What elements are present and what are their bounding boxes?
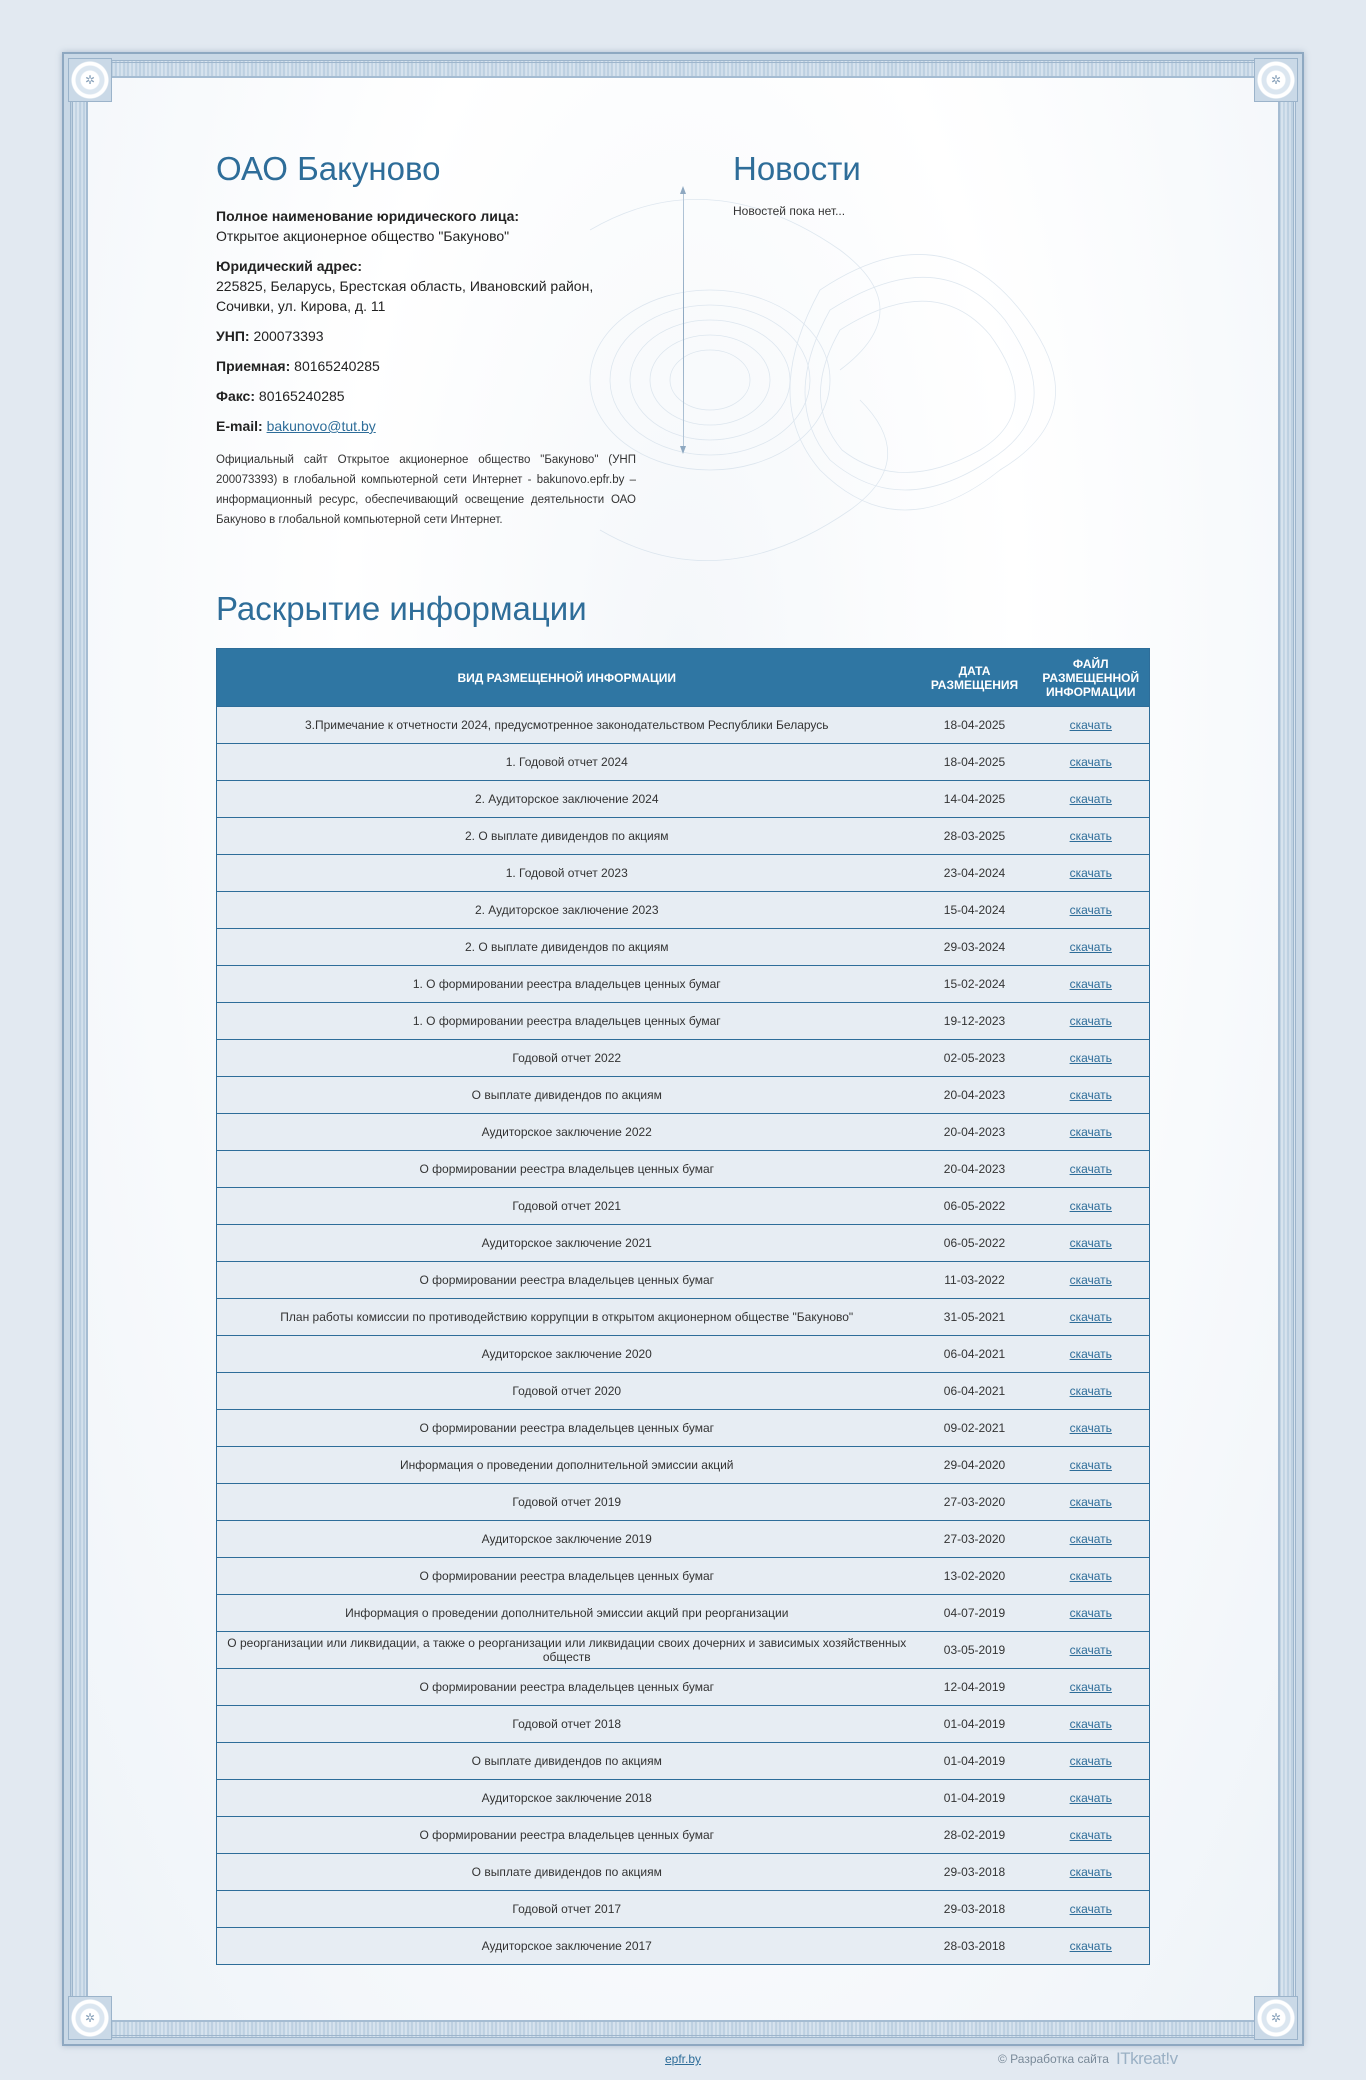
column-header-file: ФАЙЛ РАЗМЕЩЕННОЙ ИНФОРМАЦИИ <box>1033 649 1150 707</box>
document-file-cell <box>1033 1040 1150 1077</box>
document-file-cell <box>1033 1299 1150 1336</box>
document-date: 02-05-2023 <box>917 1040 1033 1077</box>
document-file-cell <box>1033 1077 1150 1114</box>
document-file-cell <box>1033 1595 1150 1632</box>
address-field <box>216 256 636 316</box>
email-field <box>216 416 636 436</box>
document-date: 15-04-2024 <box>917 892 1033 929</box>
document-date: 04-07-2019 <box>917 1595 1033 1632</box>
document-file-cell <box>1033 1114 1150 1151</box>
fullname-label: Полное наименование юридического лица: <box>216 208 520 224</box>
table-header-row <box>217 649 1150 707</box>
table-row <box>217 818 1150 855</box>
document-file-cell <box>1033 1484 1150 1521</box>
download-link[interactable]: скачать <box>1069 718 1112 732</box>
table-row <box>217 1188 1150 1225</box>
footer-site-link[interactable]: epfr.by <box>665 2052 702 2066</box>
document-file-cell <box>1033 1262 1150 1299</box>
table-row <box>217 892 1150 929</box>
address-line1: 225825, Беларусь, Брестская область, Ивановский район, <box>216 278 594 294</box>
document-file-cell <box>1033 966 1150 1003</box>
table-row <box>217 1595 1150 1632</box>
guilloche-background <box>560 170 1100 590</box>
table-row <box>217 1817 1150 1854</box>
developer-logo[interactable]: ITkreat!v <box>1116 2049 1178 2068</box>
download-link[interactable]: скачать <box>1069 1495 1112 1509</box>
document-date: 19-12-2023 <box>917 1003 1033 1040</box>
table-row <box>217 1558 1150 1595</box>
document-file-cell <box>1033 744 1150 781</box>
corner-ornament-icon: ✲ <box>68 1996 112 2040</box>
reception-label: Приемная: <box>216 358 291 374</box>
document-file-cell <box>1033 1558 1150 1595</box>
table-row <box>217 1447 1150 1484</box>
document-name: План работы комиссии по противодействию коррупции в открытом акционерном обществе "Бакуново" <box>217 1299 917 1336</box>
document-name: Аудиторское заключение 2020 <box>217 1336 917 1373</box>
document-file-cell <box>1033 1891 1150 1928</box>
document-date: 12-04-2019 <box>917 1669 1033 1706</box>
unp-value: 200073393 <box>253 328 324 344</box>
table-row <box>217 855 1150 892</box>
column-header-type: ВИД РАЗМЕЩЕННОЙ ИНФОРМАЦИИ <box>217 649 917 707</box>
document-date: 06-05-2022 <box>917 1225 1033 1262</box>
news-title: Новости <box>733 150 861 187</box>
download-link[interactable]: скачать <box>1069 1606 1112 1620</box>
document-file-cell <box>1033 1669 1150 1706</box>
document-date: 18-04-2025 <box>917 707 1033 744</box>
table-row <box>217 1632 1150 1669</box>
document-date: 20-04-2023 <box>917 1114 1033 1151</box>
document-file-cell <box>1033 1336 1150 1373</box>
table-row <box>217 929 1150 966</box>
download-link[interactable]: скачать <box>1069 1754 1112 1768</box>
table-row <box>217 1373 1150 1410</box>
download-link[interactable]: скачать <box>1069 1680 1112 1694</box>
document-date: 29-04-2020 <box>917 1447 1033 1484</box>
table-row <box>217 1410 1150 1447</box>
download-link[interactable]: скачать <box>1069 1939 1112 1953</box>
document-file-cell <box>1033 855 1150 892</box>
document-file-cell <box>1033 1151 1150 1188</box>
corner-ornament-icon: ✲ <box>1254 1996 1298 2040</box>
download-link[interactable]: скачать <box>1069 1458 1112 1472</box>
address-label: Юридический адрес: <box>216 258 362 274</box>
download-link[interactable]: скачать <box>1069 1384 1112 1398</box>
document-file-cell <box>1033 1447 1150 1484</box>
document-date: 01-04-2019 <box>917 1706 1033 1743</box>
email-link[interactable]: bakunovo@tut.by <box>266 418 376 434</box>
fax-value: 80165240285 <box>258 388 345 404</box>
footer <box>0 2049 1366 2072</box>
document-date: 06-04-2021 <box>917 1336 1033 1373</box>
table-row <box>217 1780 1150 1817</box>
table-row <box>217 1706 1150 1743</box>
corner-ornament-icon: ✲ <box>1254 58 1298 102</box>
document-date: 28-03-2018 <box>917 1928 1033 1965</box>
download-link[interactable]: скачать <box>1069 1828 1112 1842</box>
document-name: О реорганизации или ликвидации, а также о реорганизации или ликвидации своих дочерних и зависимых хозяйственных обществ <box>217 1632 917 1669</box>
news-empty-text: Новостей пока нет... <box>733 204 846 218</box>
document-name: 2. Аудиторское заключение 2024 <box>217 781 917 818</box>
document-name: Аудиторское заключение 2017 <box>217 1928 917 1965</box>
disclosure-section <box>216 590 1150 1965</box>
document-name: Аудиторское заключение 2018 <box>217 1780 917 1817</box>
download-link[interactable]: скачать <box>1069 1088 1112 1102</box>
document-name: О формировании реестра владельцев ценных бумаг <box>217 1151 917 1188</box>
document-date: 27-03-2020 <box>917 1521 1033 1558</box>
developer-label: © Разработка сайта <box>998 2052 1109 2066</box>
document-date: 29-03-2024 <box>917 929 1033 966</box>
download-link[interactable]: скачать <box>1069 755 1112 769</box>
unp-field <box>216 326 636 346</box>
email-label: E-mail: <box>216 418 263 434</box>
table-row <box>217 1891 1150 1928</box>
unp-label: УНП: <box>216 328 250 344</box>
document-file-cell <box>1033 1410 1150 1447</box>
document-name: 1. О формировании реестра владельцев ценных бумаг <box>217 1003 917 1040</box>
document-name: О выплате дивидендов по акциям <box>217 1743 917 1780</box>
document-date: 01-04-2019 <box>917 1780 1033 1817</box>
document-file-cell <box>1033 1928 1150 1965</box>
document-date: 09-02-2021 <box>917 1410 1033 1447</box>
address-line2: Сочивки, ул. Кирова, д. 11 <box>216 298 386 314</box>
document-name: Аудиторское заключение 2019 <box>217 1521 917 1558</box>
fullname-value: Открытое акционерное общество "Бакуново" <box>216 228 510 244</box>
document-date: 06-05-2022 <box>917 1188 1033 1225</box>
download-link[interactable]: скачать <box>1069 866 1112 880</box>
download-link[interactable]: скачать <box>1069 1865 1112 1879</box>
document-date: 29-03-2018 <box>917 1854 1033 1891</box>
corner-ornament-icon: ✲ <box>68 58 112 102</box>
document-name: 1. Годовой отчет 2024 <box>217 744 917 781</box>
news-section <box>733 150 1133 218</box>
document-name: О выплате дивидендов по акциям <box>217 1077 917 1114</box>
document-file-cell <box>1033 929 1150 966</box>
download-link[interactable]: скачать <box>1069 1421 1112 1435</box>
document-file-cell <box>1033 1632 1150 1669</box>
document-name: О формировании реестра владельцев ценных бумаг <box>217 1410 917 1447</box>
document-date: 20-04-2023 <box>917 1077 1033 1114</box>
download-link[interactable]: скачать <box>1069 792 1112 806</box>
download-link[interactable]: скачать <box>1069 829 1112 843</box>
column-divider <box>683 190 684 450</box>
download-link[interactable]: скачать <box>1069 940 1112 954</box>
download-link[interactable]: скачать <box>1069 1273 1112 1287</box>
table-row <box>217 1040 1150 1077</box>
fax-label: Факс: <box>216 388 256 404</box>
document-date: 01-04-2019 <box>917 1743 1033 1780</box>
download-link[interactable]: скачать <box>1069 903 1112 917</box>
document-file-cell <box>1033 1003 1150 1040</box>
company-title: ОАО Бакуново <box>216 150 441 187</box>
document-name: Информация о проведении дополнительной эмиссии акций <box>217 1447 917 1484</box>
download-link[interactable]: скачать <box>1069 1051 1112 1065</box>
document-date: 06-04-2021 <box>917 1373 1033 1410</box>
document-name: 1. О формировании реестра владельцев ценных бумаг <box>217 966 917 1003</box>
download-link[interactable]: скачать <box>1069 1643 1112 1657</box>
disclosure-table <box>216 648 1150 1965</box>
document-file-cell <box>1033 1780 1150 1817</box>
document-date: 31-05-2021 <box>917 1299 1033 1336</box>
document-date: 28-03-2025 <box>917 818 1033 855</box>
document-file-cell <box>1033 1743 1150 1780</box>
download-link[interactable]: скачать <box>1069 1569 1112 1583</box>
download-link[interactable]: скачать <box>1069 1347 1112 1361</box>
company-info <box>216 150 636 530</box>
document-name: 1. Годовой отчет 2023 <box>217 855 917 892</box>
document-date: 11-03-2022 <box>917 1262 1033 1299</box>
table-row <box>217 1003 1150 1040</box>
table-row <box>217 1151 1150 1188</box>
document-name: О формировании реестра владельцев ценных бумаг <box>217 1669 917 1706</box>
document-name: Годовой отчет 2019 <box>217 1484 917 1521</box>
table-row <box>217 1299 1150 1336</box>
document-name: О выплате дивидендов по акциям <box>217 1854 917 1891</box>
download-link[interactable]: скачать <box>1069 1310 1112 1324</box>
document-name: Аудиторское заключение 2021 <box>217 1225 917 1262</box>
reception-value: 80165240285 <box>294 358 380 374</box>
download-link[interactable]: скачать <box>1069 1014 1112 1028</box>
table-row <box>217 1262 1150 1299</box>
download-link[interactable]: скачать <box>1069 1199 1112 1213</box>
document-name: Информация о проведении дополнительной эмиссии акций при реорганизации <box>217 1595 917 1632</box>
document-name: Аудиторское заключение 2022 <box>217 1114 917 1151</box>
document-file-cell <box>1033 707 1150 744</box>
document-file-cell <box>1033 1373 1150 1410</box>
table-row <box>217 1077 1150 1114</box>
table-row <box>217 1743 1150 1780</box>
document-name: Годовой отчет 2020 <box>217 1373 917 1410</box>
reception-field <box>216 356 636 376</box>
download-link[interactable]: скачать <box>1069 977 1112 991</box>
site-description: Официальный сайт Открытое акционерное общество "Бакуново" (УНП 200073393) в глобальной компьютерной сети Интернет - bakunovo.epfr.by – информационный ресурс, обеспечивающий освещение деятельности ОАО Бакуново в глобальной компьютерной сети Интернет. <box>216 454 636 526</box>
document-file-cell <box>1033 892 1150 929</box>
document-name: О формировании реестра владельцев ценных бумаг <box>217 1817 917 1854</box>
document-date: 15-02-2024 <box>917 966 1033 1003</box>
table-row <box>217 1225 1150 1262</box>
document-file-cell <box>1033 1706 1150 1743</box>
table-row <box>217 1854 1150 1891</box>
document-date: 29-03-2018 <box>917 1891 1033 1928</box>
table-row <box>217 1484 1150 1521</box>
table-row <box>217 781 1150 818</box>
fax-field <box>216 386 636 406</box>
document-file-cell <box>1033 1521 1150 1558</box>
document-date: 13-02-2020 <box>917 1558 1033 1595</box>
document-date: 23-04-2024 <box>917 855 1033 892</box>
document-date: 18-04-2025 <box>917 744 1033 781</box>
document-name: Годовой отчет 2022 <box>217 1040 917 1077</box>
document-name: Годовой отчет 2018 <box>217 1706 917 1743</box>
document-name: О формировании реестра владельцев ценных бумаг <box>217 1558 917 1595</box>
table-body <box>217 707 1150 1965</box>
download-link[interactable]: скачать <box>1069 1717 1112 1731</box>
table-row <box>217 744 1150 781</box>
document-name: Годовой отчет 2017 <box>217 1891 917 1928</box>
document-name: 2. О выплате дивидендов по акциям <box>217 929 917 966</box>
table-row <box>217 966 1150 1003</box>
fullname-field <box>216 206 636 246</box>
download-link[interactable]: скачать <box>1069 1162 1112 1176</box>
download-link[interactable]: скачать <box>1069 1125 1112 1139</box>
column-header-date: ДАТА РАЗМЕЩЕНИЯ <box>917 649 1033 707</box>
document-file-cell <box>1033 1817 1150 1854</box>
document-name: Годовой отчет 2021 <box>217 1188 917 1225</box>
document-name: 2. О выплате дивидендов по акциям <box>217 818 917 855</box>
document-file-cell <box>1033 1225 1150 1262</box>
document-file-cell <box>1033 1188 1150 1225</box>
download-link[interactable]: скачать <box>1069 1902 1112 1916</box>
download-link[interactable]: скачать <box>1069 1236 1112 1250</box>
download-link[interactable]: скачать <box>1069 1791 1112 1805</box>
document-file-cell <box>1033 1854 1150 1891</box>
document-file-cell <box>1033 818 1150 855</box>
document-name: 3.Примечание к отчетности 2024, предусмотренное законодательством Республики Беларусь <box>217 707 917 744</box>
document-name: О формировании реестра владельцев ценных бумаг <box>217 1262 917 1299</box>
download-link[interactable]: скачать <box>1069 1532 1112 1546</box>
document-date: 14-04-2025 <box>917 781 1033 818</box>
table-row <box>217 1336 1150 1373</box>
document-date: 03-05-2019 <box>917 1632 1033 1669</box>
document-file-cell <box>1033 781 1150 818</box>
document-date: 20-04-2023 <box>917 1151 1033 1188</box>
table-row <box>217 1114 1150 1151</box>
disclosure-title: Раскрытие информации <box>216 590 587 627</box>
table-row <box>217 1521 1150 1558</box>
table-row <box>217 707 1150 744</box>
document-name: 2. Аудиторское заключение 2023 <box>217 892 917 929</box>
document-date: 28-02-2019 <box>917 1817 1033 1854</box>
document-date: 27-03-2020 <box>917 1484 1033 1521</box>
table-row <box>217 1669 1150 1706</box>
table-row <box>217 1928 1150 1965</box>
